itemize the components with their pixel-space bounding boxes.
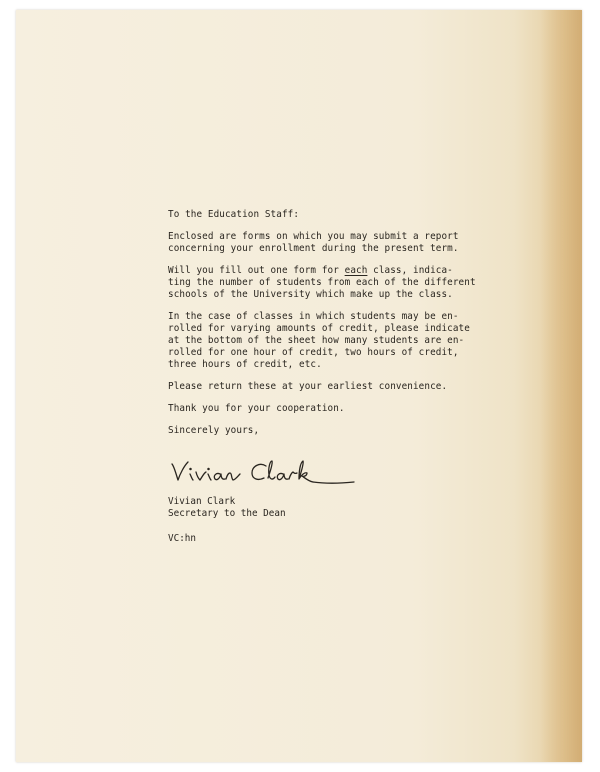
paragraph-2 [168, 265, 508, 301]
paragraph-2-line-1 [168, 265, 508, 277]
paragraph-3-line-5: three hours of credit, etc. [168, 359, 322, 370]
paragraph-2-text-a: Will you fill out one form for [168, 265, 345, 276]
paragraph-3-line-1: In the case of classes in which students may be en- [168, 311, 459, 322]
paragraph-3 [168, 311, 508, 371]
paragraph-1-line-2: concerning your enrollment during the present term. [168, 243, 459, 254]
paragraph-5: Thank you for your cooperation. [168, 403, 345, 414]
reference-initials: VC:hn [168, 533, 196, 544]
paragraph-2-text-b: class, indica- [367, 265, 453, 276]
letter-body [168, 209, 508, 447]
paragraph-2-line-2: ting the number of students from each of the different [168, 277, 476, 288]
handwritten-signature [168, 452, 368, 496]
paragraph-1-line-1: Enclosed are forms on which you may submit a report [168, 231, 459, 242]
paragraph-2-line-3: schools of the University which make up the class. [168, 289, 453, 300]
paragraph-1 [168, 231, 508, 255]
paragraph-3-line-4: rolled for one hour of credit, two hours of credit, [168, 347, 459, 358]
underlined-word: each [344, 265, 368, 276]
paragraph-4: Please return these at your earliest convenience. [168, 381, 448, 392]
salutation: To the Education Staff: [168, 209, 300, 220]
paragraph-3-line-3: at the bottom of the sheet how many students are en- [168, 335, 465, 346]
signer-title: Secretary to the Dean [168, 508, 286, 519]
signer-name: Vivian Clark [168, 496, 236, 507]
paragraph-3-line-2: rolled for varying amounts of credit, please indicate [168, 323, 470, 334]
closing: Sincerely yours, [168, 425, 260, 436]
signature-block [168, 496, 286, 520]
